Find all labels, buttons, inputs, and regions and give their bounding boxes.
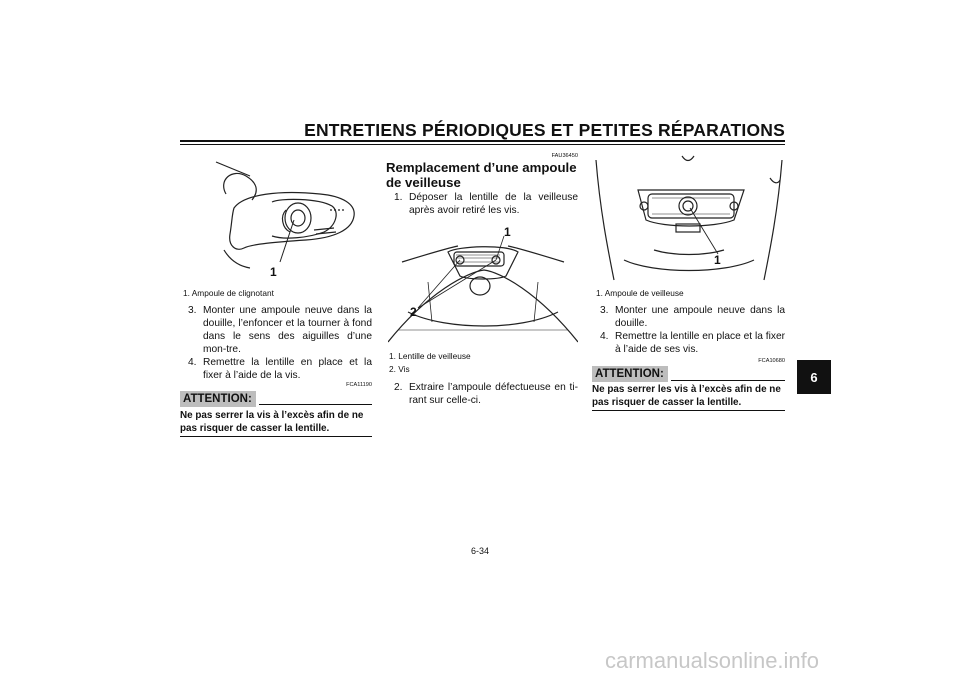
step-number: 3.: [600, 305, 609, 316]
step-number: 4.: [600, 331, 609, 342]
list-item: [592, 330, 785, 356]
list-item: [180, 304, 372, 356]
figure-caption: 2. Vis: [389, 363, 410, 374]
figure-position-light-bulb: [594, 150, 784, 282]
attention-rule: [671, 380, 785, 381]
list-item: [386, 381, 578, 407]
figure-callout-1: 1: [714, 253, 721, 267]
figure-callout-1: 1: [270, 265, 277, 279]
steps-col2-top: [386, 191, 578, 217]
step-text: Extraire l’ampoule défectueuse en ti-rant sur celle-ci.: [409, 382, 578, 406]
watermark[interactable]: carmanualsonline.info: [605, 648, 820, 673]
chapter-tab[interactable]: [797, 360, 831, 394]
warning-bottom-rule: [592, 410, 785, 411]
figure-position-light-lens: [388, 222, 578, 344]
reference-code: FAU36450: [551, 153, 578, 159]
attention-badge: ATTENTION:: [592, 366, 668, 382]
page-number: 6-34: [470, 546, 489, 556]
step-number: 2.: [394, 382, 403, 393]
warning-text: Ne pas serrer les vis à l’excès afin de ne pas risquer de casser la lentille.: [592, 384, 781, 408]
steps-col3: [592, 304, 785, 356]
page-title: ENTRETIENS PÉRIODIQUES ET PETITES RÉPARATIONS: [304, 120, 785, 140]
chapter-number: 6: [810, 369, 818, 385]
figure-caption: 1. Ampoule de veilleuse: [596, 288, 684, 298]
warning-bottom-rule: [180, 436, 372, 437]
figure-callout-1: 1: [504, 225, 511, 239]
warning-text: Ne pas serrer la vis à l’excès afin de ne pas risquer de casser la lentille.: [180, 410, 364, 434]
step-text: Monter une ampoule neuve dans la douille.: [615, 305, 785, 329]
list-item: [180, 356, 372, 382]
figure-caption: 1. Lentille de veilleuse: [389, 351, 471, 361]
header-rule: [180, 140, 785, 142]
steps-col2-bottom: [386, 381, 578, 407]
figure-turn-signal: [210, 150, 360, 282]
step-text: Déposer la lentille de la veilleuse après avoir retiré les vis.: [409, 192, 578, 216]
reference-code: FCA10680: [758, 358, 785, 364]
step-number: 4.: [188, 357, 197, 368]
attention-heading: [592, 364, 668, 381]
figure-callout-2: 2: [410, 305, 417, 319]
list-item: [386, 191, 578, 217]
steps-col1: [180, 304, 372, 382]
step-number: 3.: [188, 305, 197, 316]
attention-heading: [180, 389, 256, 406]
step-text: Remettre la lentille en place et la fixer à l’aide de ses vis.: [615, 331, 785, 355]
figure-captions: [389, 350, 471, 375]
section-title: Remplacement d’une ampoule de veilleuse: [386, 160, 577, 190]
reference-code: FCA11190: [346, 382, 372, 388]
step-text: Monter une ampoule neuve dans la douille, l’enfoncer et la tourner à fond dans le sens des aiguilles d’une mon-tre.: [203, 305, 372, 355]
list-item: [592, 304, 785, 330]
attention-badge: ATTENTION:: [180, 391, 256, 407]
figure-caption: 1. Ampoule de clignotant: [183, 288, 274, 298]
step-number: 1.: [394, 192, 403, 203]
step-text: Remettre la lentille en place et la fixer à l’aide de la vis.: [203, 357, 372, 381]
header-rule-thin: [180, 144, 785, 145]
attention-rule: [259, 404, 372, 405]
